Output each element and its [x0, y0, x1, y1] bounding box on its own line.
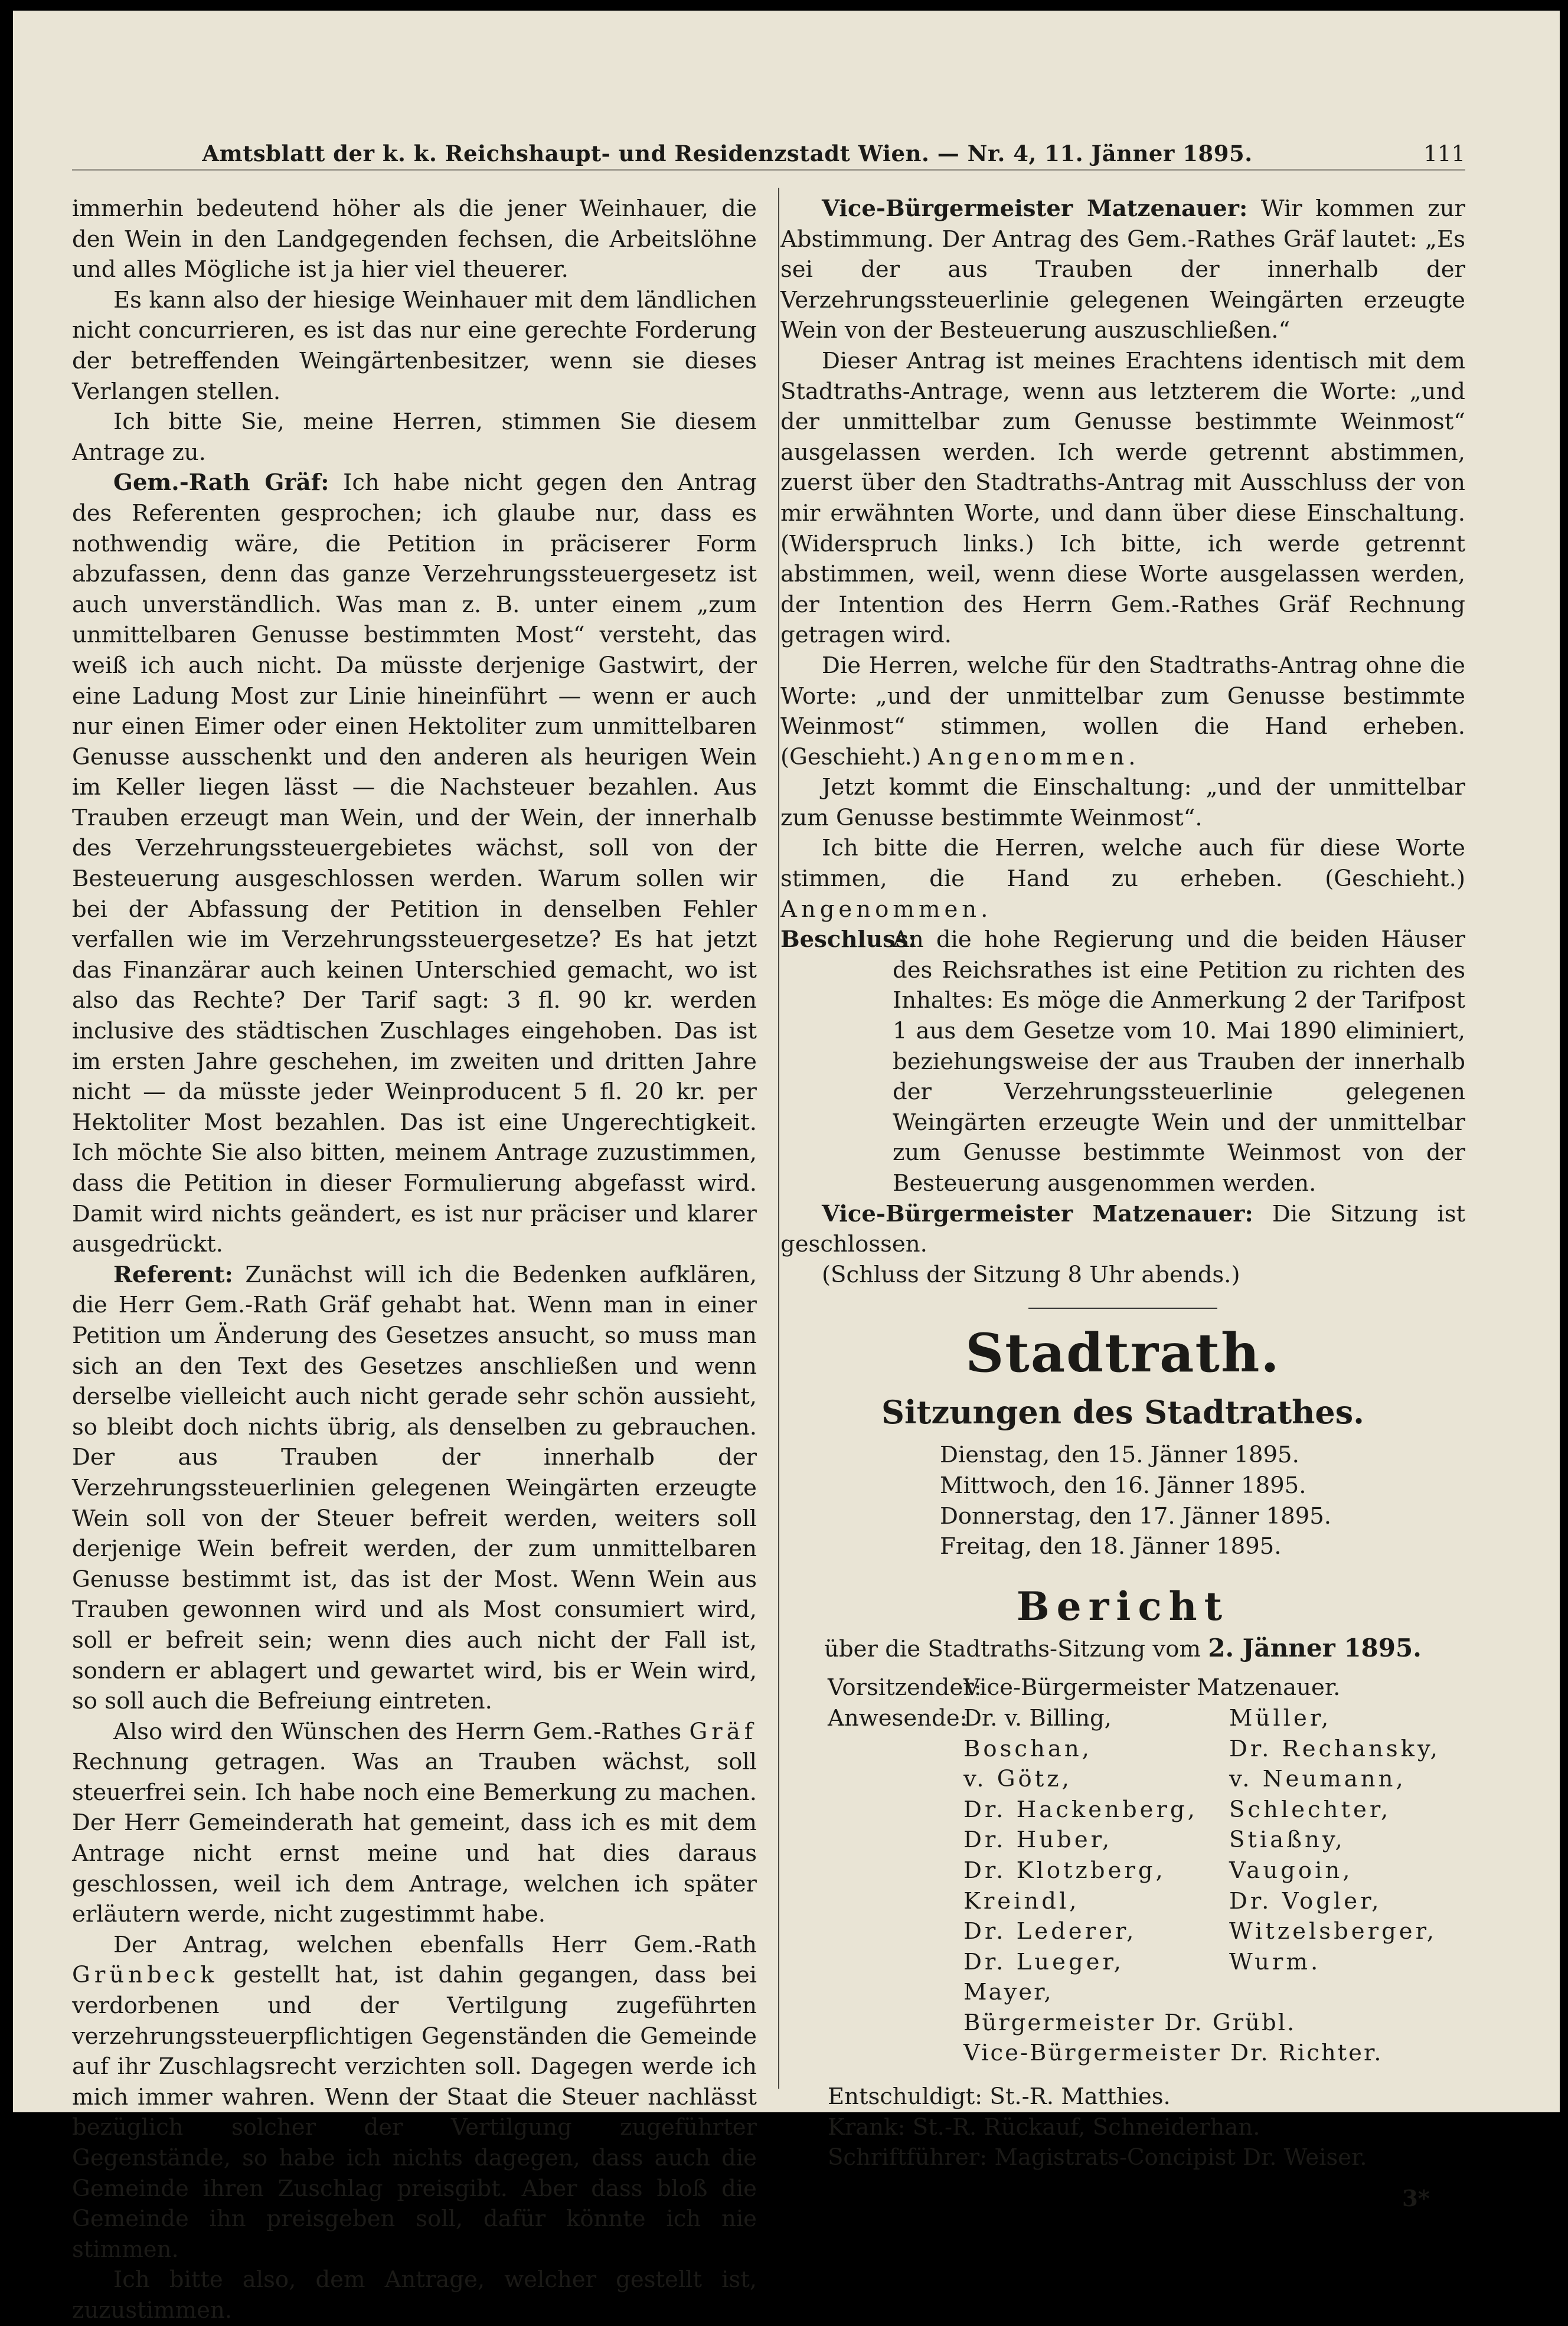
paragraph: immerhin bedeutend höher als die jener Weinhauer, die den Wein in den Landgegenden fechsen, die Arbeitslöhne und alles Mögliche ist ja hier viel theuerer.	[72, 195, 757, 283]
right-column	[780, 194, 1465, 2214]
paragraph	[780, 651, 1465, 772]
text-span: Die Herren, welche für den Stadtraths-Antrag ohne die Worte: „und der unmittelbar zum Genusse bestimmte Weinmost“ stimmen, wollen die Hand erheben. (Geschieht.)	[780, 652, 1465, 770]
paragraph: Jetzt kommt die Einschaltung: „und der unmittelbar zum Genusse bestimmte Weinmost“.	[780, 774, 1465, 831]
resolution	[780, 924, 1465, 1198]
report-subtitle	[780, 1633, 1465, 1665]
attendee: v. Götz,	[963, 1766, 1072, 1793]
paragraph	[780, 833, 1465, 924]
attendee: Dr. Klotzberg,	[963, 1857, 1166, 1884]
attendee: Dr. Hackenberg,	[963, 1796, 1198, 1823]
session-date: Freitag, den 18. Jänner 1895.	[940, 1533, 1282, 1560]
text-span: Der Antrag, welchen ebenfalls Herr Gem.-Rath	[113, 1931, 757, 1958]
session-date: Dienstag, den 15. Jänner 1895.	[940, 1442, 1299, 1469]
text-span: Rechnung getragen. Was an Trauben wächst, soll steuerfrei sein. Ich habe noch eine Bemerkung zu machen. Der Herr Gemeinderath hat gemeint, dass ich es mit dem Antrage nicht ernst meine und hat dies daraus geschlossen, weil ich dem Antrage, welchen ich später erläutern werde, nicht zugestimmt habe.	[72, 1749, 757, 1928]
column-divider	[778, 188, 779, 2089]
paragraph: Es kann also der hiesige Weinhauer mit dem ländlichen nicht concurrieren, es ist das nur eine gerechte Forderung der betreffenden Weingärtenbesitzer, wenn sie dieses Verlangen stellen.	[72, 286, 757, 405]
attendee: Witzelsberger,	[1229, 1918, 1438, 1945]
text-span: gestellt hat, ist dahin gegangen, dass bei verdorbenen und der Vertilgung zugeführten verzehrungssteuerpflichtigen Gegenständen die Gemeinde auf ihr Zuschlagsrecht verzichten soll. Dagegen werde ich mich immer wahren. Wenn der Staat die Steuer nachlässt bezüglich solcher der Vertilgung zugeführter Gegenstände, so habe ich nichts dagegen, dass auch die Gemeinde ihren Zuschlag preisgibt. Aber dass bloß die Gemeinde ihn preisgeben soll, dafür könnte ich nie stimmen.	[72, 1962, 757, 2263]
speech-text: Die Sitzung ist geschlossen.	[780, 1200, 1465, 1258]
paragraph	[72, 1717, 757, 1930]
report-title: Bericht	[1016, 1583, 1230, 1629]
resolution-text: An die hohe Regierung und die beiden Häuser des Reichsrathes ist eine Petition zu richten des Inhaltes: Es möge die Anmerkung 2 der Tarifpost 1 aus dem Gesetze vom 10. Mai 1890 eliminiert, beziehungsweise der aus Trauben der innerhalb der Verzehrungssteuerlinie gelegenen Weingärten erzeugte Wein und der unmittelbar zum Genusse bestimmte Weinmost von der Besteuerung ausgenommen werden.	[893, 926, 1465, 1197]
attendee-row	[780, 1916, 1465, 1947]
attendee: v. Neumann,	[1229, 1766, 1406, 1793]
text-span: Ich bitte die Herren, welche auch für diese Worte stimmen, die Hand zu erheben. (Geschieht.)	[780, 835, 1465, 893]
attendee: Vaugoin,	[1229, 1857, 1353, 1884]
attendee-row	[780, 1825, 1465, 1855]
attendee: Dr. Lederer,	[963, 1918, 1137, 1945]
attendee: Vice-Bürgermeister Dr. Richter.	[963, 2040, 1383, 2067]
attendee: Müller,	[1229, 1704, 1332, 1732]
header-title: Amtsblatt der k. k. Reichshaupt- und Residenzstadt Wien. — Nr. 4, 11. Jänner 1895.	[202, 141, 1253, 166]
person-name: Gräf	[689, 1718, 757, 1745]
speech-matzenauer-close	[780, 1199, 1465, 1260]
attendee: Kreindl,	[963, 1887, 1080, 1915]
chair-value: Vice-Bürgermeister Matzenauer.	[963, 1674, 1341, 1701]
speaker-name: Vice-Bürgermeister Matzenauer:	[822, 1200, 1253, 1227]
speech-text: Wir kommen zur Abstimmung. Der Antrag des Gem.-Rathes Gräf lautet: „Es sei der aus Trauben der innerhalb der Verzehrungssteuerlinie gelegenen Weingärten erzeugte Wein von der Besteuerung auszuschließen.“	[780, 195, 1465, 344]
attendee: Dr. Huber,	[963, 1827, 1113, 1854]
speech-matzenauer	[780, 194, 1465, 346]
session-end: (Schluss der Sitzung 8 Uhr abends.)	[822, 1261, 1240, 1288]
speech-referent	[72, 1260, 757, 1717]
attendee: Dr. Lueger,	[963, 1948, 1124, 1975]
spacer	[780, 2069, 1465, 2082]
sheet-signature: 3*	[1402, 2185, 1430, 2212]
paragraph: Dieser Antrag ist meines Erachtens identisch mit dem Stadtraths-Antrage, wenn aus letzterem die Worte: „und der unmittelbar zum Genusse bestimmte Weinmost“ ausgelassen werden. Ich werde getrennt abstimmen, zuerst über den Stadtraths-Antrag mit Ausschluss der von mir erwähnten Worte, und dann über diese Einschaltung. (Widerspruch links.) Ich bitte, ich werde getrennt abstimmen, weil, wenn diese Worte ausgelassen werden, der Intention des Herrn Gem.-Rathes Gräf Rechnung getragen wird.	[780, 347, 1465, 649]
speaker-name: Referent:	[113, 1261, 233, 1288]
attendee: Mayer,	[963, 1979, 1053, 2006]
section-subtitle: Sitzungen des Stadtrathes.	[881, 1393, 1364, 1432]
session-date: Mittwoch, den 16. Jänner 1895.	[940, 1472, 1306, 1499]
attendee: Schlechter,	[1229, 1796, 1391, 1823]
sick-line: Krank: St.-R. Rückauf, Schneiderhan.	[828, 2113, 1260, 2141]
speaker-name: Vice-Bürgermeister Matzenauer:	[822, 195, 1248, 222]
header-rule	[72, 169, 1465, 173]
attendee: Boschan,	[963, 1735, 1092, 1762]
paragraph: Ich bitte also, dem Antrage, welcher gestellt ist, zuzustimmen.	[72, 2266, 757, 2324]
attendee-row	[780, 1947, 1465, 1978]
excused-line: Entschuldigt: St.-R. Matthies.	[828, 2083, 1171, 2111]
speech-graef	[72, 468, 757, 1259]
attendee: Dr. v. Billing,	[963, 1704, 1112, 1732]
session-date: Donnerstag, den 17. Jänner 1895.	[940, 1502, 1332, 1530]
speaker-name: Gem.-Rath Gräf:	[113, 469, 329, 496]
section-rule	[1028, 1308, 1217, 1309]
attendee-row	[780, 1764, 1465, 1795]
text-span: Also wird den Wünschen des Herrn Gem.-Rathes	[113, 1718, 682, 1745]
speech-text: Ich habe nicht gegen den Antrag des Referenten gesprochen; ich glaube nur, dass es nothwendig wäre, die Petition in präciserer Form abzufassen, denn das ganze Verzehrungssteuergesetz ist auch unverständlich. Was man z. B. unter einem „zum unmittelbaren Genusse bestimmten Most“ versteht, das weiß ich auch nicht. Da müsste derjenige Gastwirt, der eine Ladung Most zur Linie hineinführt — wenn er auch nur einen Eimer oder einen Hektoliter zum unmittelbaren Genusse ausschenkt und den anderen als heurigen Wein im Keller liegen lässt — die Nachsteuer bezahlen. Aus Trauben erzeugt man Wein, und der Wein, der innerhalb des Verzehrungssteuergebietes wächst, soll von der Besteuerung ausgeschlossen werden. Warum sollen wir bei der Abfassung der Petition in denselben Fehler verfallen wie im Verzehrungssteuergesetze? Es hat jetzt das Finanzärar auch keinen Unterschied gemacht, wo ist also das Rechte? Der Tarif sagt: 3 fl. 90 kr. werden inclusive des städtischen Zuschlages eingehoben. Das ist im ersten Jahre geschehen, im zweiten und dritten Jahre nicht — da müsste jeder Weinproducent 5 fl. 20 kr. per Hektoliter Most bezahlen. Das ist eine Ungerechtigkeit. Ich möchte Sie also bitten, meinem Antrage zuzustimmen, dass die Petition in dieser Formulierung abgefasst wird. Damit wird nichts geändert, es ist nur präciser und klarer ausgedrückt.	[72, 469, 757, 1258]
attendee: Stiaßny,	[1229, 1827, 1345, 1854]
vote-result: Angenommen.	[780, 896, 992, 923]
chair-label: Vorsitzender:	[828, 1674, 982, 1701]
section-title: Stadtrath.	[965, 1322, 1280, 1385]
report-date: 2. Jänner 1895.	[1208, 1633, 1422, 1662]
attendee: Dr. Rechansky,	[1229, 1735, 1440, 1762]
vote-result: Angenommen.	[928, 743, 1140, 770]
attendee: Dr. Vogler,	[1229, 1887, 1382, 1915]
text-span: über die Stadtraths-Sitzung vom	[824, 1635, 1201, 1662]
person-name: Grünbeck	[72, 1962, 218, 1989]
attendee-row	[780, 1855, 1465, 1886]
chair-row	[828, 1672, 1465, 1703]
attendee-row	[780, 1886, 1465, 1917]
attendee-row	[780, 1734, 1465, 1765]
running-header	[72, 116, 1465, 166]
resolution-label: Beschluss:	[780, 926, 917, 953]
speech-text: Zunächst will ich die Bedenken aufklären, die Herr Gem.-Rath Gräf gehabt hat. Wenn man in einer Petition um Änderung des Gesetzes ansucht, so muss man sich an den Text des Gesetzes anschließen und wenn derselbe vielleicht auch nicht gerade sehr schön aussieht, so bleibt doch nichts übrig, als denselben zu gebrauchen. Der aus Trauben der innerhalb der Verzehrungssteuerlinien gelegenen Weingärten erzeugte Wein soll von der Steuer befreit werden, weiters soll derjenige Wein befreit werden, der zum unmittelbaren Genusse bestimmt ist, das ist der Most. Wenn Wein aus Trauben gewonnen wird und als Most consumiert wird, soll er befreit sein; wenn dies auch nicht der Fall ist, sondern er ablagert und gewartet wird, bis er Wein wird, so soll auch die Befreiung eintreten.	[72, 1261, 757, 1715]
attendee: Bürgermeister Dr. Grübl.	[963, 2009, 1296, 2036]
attendee: Wurm.	[1229, 1948, 1321, 1975]
paragraph	[72, 1930, 757, 2265]
present-first-row	[828, 1703, 1465, 1734]
present-label: Anwesende:	[828, 1704, 968, 1732]
left-column	[72, 194, 757, 2326]
attendee-row	[780, 1795, 1465, 1825]
secretary-line: Schriftführer: Magistrats-Concipist Dr. Weiser.	[828, 2144, 1367, 2171]
newspaper-page	[13, 11, 1560, 2324]
page-number: 111	[1423, 141, 1465, 166]
paragraph: Ich bitte Sie, meine Herren, stimmen Sie diesem Antrage zu.	[72, 409, 757, 466]
